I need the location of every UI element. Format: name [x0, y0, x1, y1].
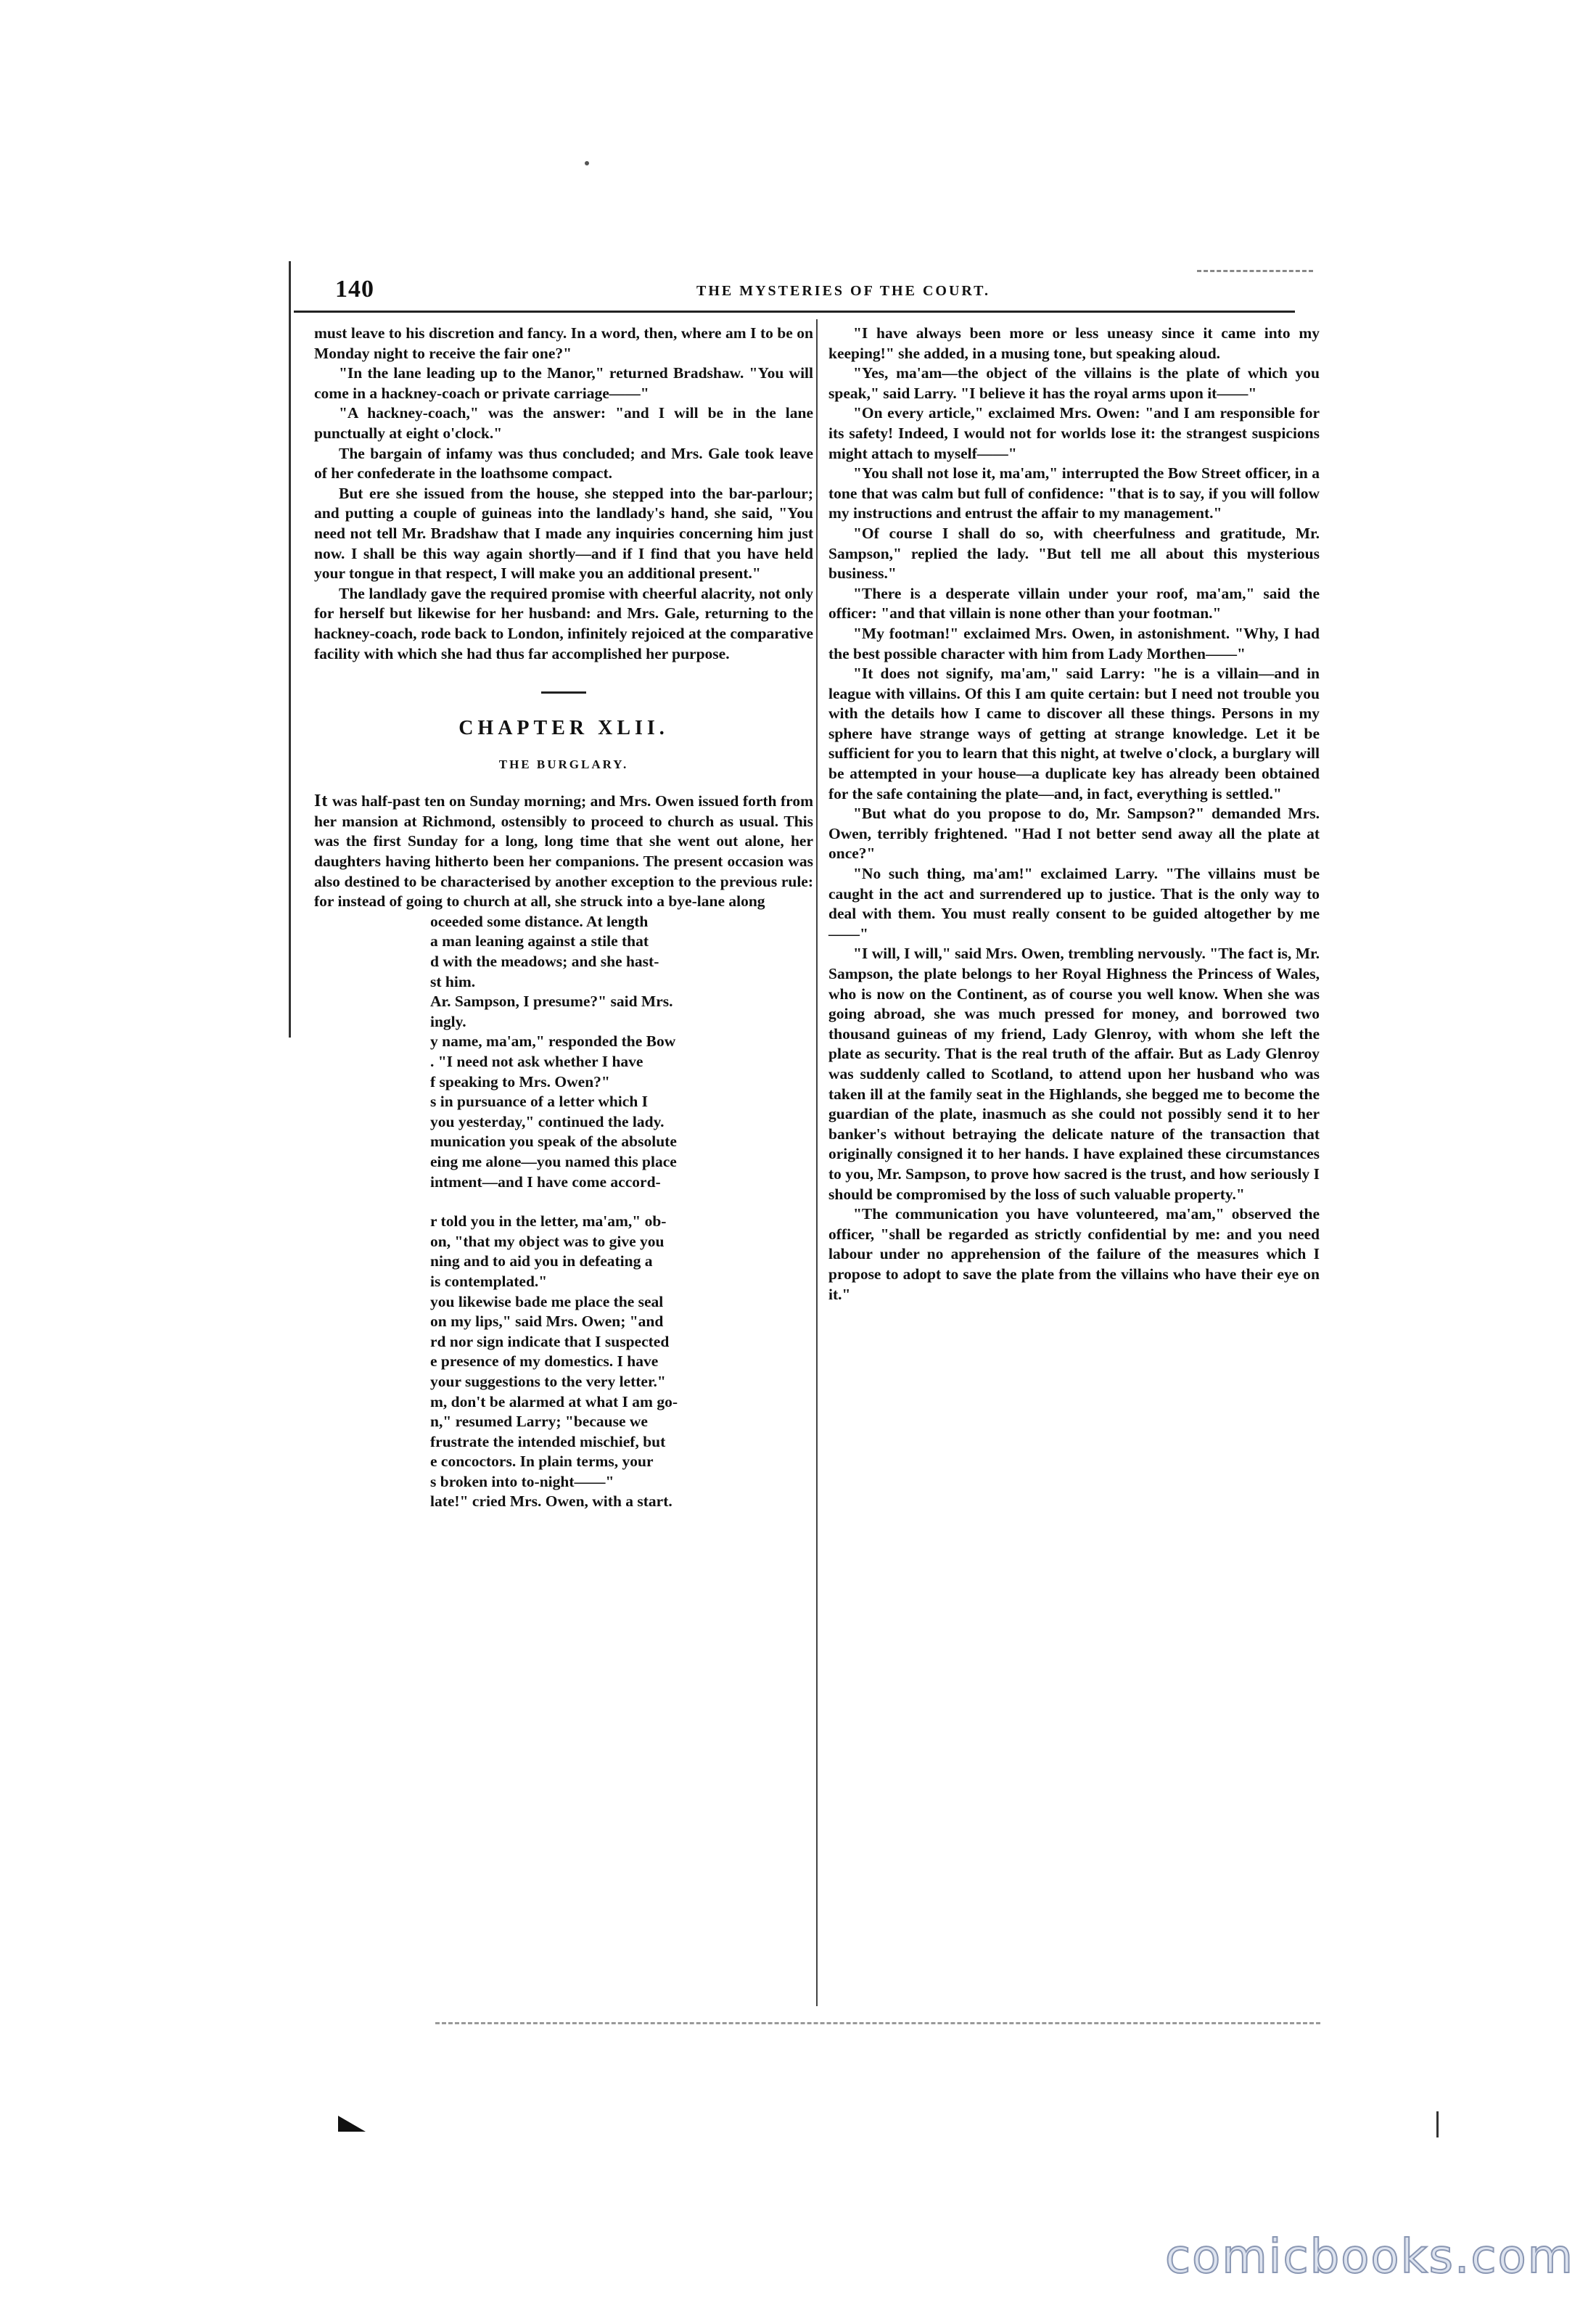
paragraph: "A hackney-coach," was the answer: "and I will be in the lane punctually at eight o'clock.": [314, 404, 813, 442]
paragraph: "You shall not lose it, ma'am," interrupted the Bow Street officer, in a tone that was calm but full of confidence: "that is to say, if you will follow my instructions and entrust the affair to my management.": [828, 464, 1320, 522]
torn-fragment-line: Ar. Sampson, I presume?" said Mrs.: [430, 993, 673, 1011]
paragraph: "Yes, ma'am—the object of the villains is the plate of which you speak," said Larry. "I believe it has the royal arms upon it——": [828, 364, 1320, 402]
margin-tick-mark: [1436, 2111, 1439, 2137]
torn-fragment-line: late!" cried Mrs. Owen, with a start.: [430, 1492, 672, 1511]
chapter-heading: CHAPTER XLII.: [458, 717, 669, 740]
torn-fragment-line: s broken into to-night——": [430, 1472, 614, 1490]
torn-fragment-line: rd nor sign indicate that I suspected: [430, 1332, 670, 1350]
torn-fragment-line: e presence of my domestics. I have: [430, 1352, 659, 1371]
footer-dash-rule: [435, 2022, 1320, 2026]
torn-fragment-line: on my lips," said Mrs. Owen; "and: [430, 1313, 664, 1331]
torn-fragment-line: r told you in the letter, ma'am," ob-: [430, 1212, 667, 1231]
torn-fragment-line: munication you speak of the absolute: [430, 1133, 677, 1151]
header-rule: [294, 311, 1295, 313]
torn-fragment-line: a man leaning against a stile that: [430, 932, 649, 950]
ink-speck: [585, 161, 589, 165]
drop-cap: It: [314, 792, 329, 811]
torn-fragment-line: is contemplated.": [430, 1272, 548, 1290]
torn-fragment-line: you yesterday," continued the lady.: [430, 1112, 665, 1130]
torn-fragment-line: d with the meadows; and she hast-: [430, 953, 659, 971]
torn-fragment-block: [430, 912, 813, 1512]
torn-fragment-line: oceeded some distance. At length: [430, 912, 649, 930]
paragraph: "In the lane leading up to the Manor," returned Bradshaw. "You will come in a hackney-coach or private carriage——": [314, 364, 813, 402]
paragraph: The bargain of infamy was thus concluded; and Mrs. Gale took leave of her confederate in the loathsome compact.: [314, 444, 813, 482]
torn-fragment-line: ingly.: [430, 1012, 466, 1030]
torn-fragment-line: you likewise bade me place the seal: [430, 1292, 664, 1310]
paragraph: But ere she issued from the house, she stepped into the bar-parlour; and putting a couple of guineas into the landlady's hand, she said, "You need not tell Mr. Bradshaw that I made any inquiries concerning him just now. I shall be this way again shortly—and if I find that you have held your tongue in that respect, I will make you an additional present.": [314, 484, 813, 583]
torn-fragment-line: intment—and I have come accord-: [430, 1172, 661, 1191]
paragraph: The landlady gave the required promise with cheerful alacrity, not only for herself but likewise for her husband: and Mrs. Gale, returning to the hackney-coach, rode back to London, infinitely rejoiced at the comparative facility with which she had thus far accomplished her purpose.: [314, 584, 813, 662]
torn-fragment-line: your suggestions to the very letter.": [430, 1372, 666, 1390]
paragraph: "I have always been more or less uneasy since it came into my keeping!" she added, in a musing tone, but speaking aloud.: [828, 324, 1320, 362]
page-edge-rule: [289, 261, 291, 1038]
torn-fragment-line: y name, ma'am," responded the Bow: [430, 1032, 676, 1051]
torn-fragment-line: eing me alone—you named this place: [430, 1152, 677, 1170]
page-header: [290, 270, 1306, 313]
paragraph: "I will, I will," said Mrs. Owen, trembling nervously. "The fact is, Mr. Sampson, the plate belongs to her Royal Highness the Princess of Wales, who is now on the Continent, as of course you well know. When she was going abroad, she was much pressed for money, and borrowed two thousand guineas of my friend, Lady Glenroy, with whom she left the plate as security. That is the real truth of the affair. But as Lady Glenroy was suddenly called to Scotland, to attend upon her husband who was taken ill at the family seat in the Highlands, she begged me to become the guardian of the plate, inasmuch as she could not possibly send it to her banker's without betraying the delicate nature of the transaction that originally consigned it to her hands. I have explained these circumstances to you, Mr. Sampson, to prove how sacred is the trust, and how seriously I should be compromised by the loss of such valuable property.": [828, 945, 1320, 1203]
torn-fragment-line: e concoctors. In plain terms, your: [430, 1453, 654, 1471]
chapter-divider: [541, 691, 586, 694]
chapter-subheading: THE BURGLARY.: [498, 757, 629, 771]
paragraph: "There is a desperate villain under your roof, ma'am," said the officer: "and that villain is none other than your footman.": [828, 584, 1320, 623]
torn-fragment-line: on, "that my object was to give you: [430, 1232, 665, 1250]
paragraph: "But what do you propose to do, Mr. Sampson?" demanded Mrs. Owen, terribly frightened. "Had I not better send away all the plate at once?": [828, 805, 1320, 863]
torn-fragment-line: f speaking to Mrs. Owen?": [430, 1072, 610, 1091]
chapter-opening-paragraph: [314, 792, 813, 912]
paragraph: "No such thing, ma'am!" exclaimed Larry. "The villains must be caught in the act and surrendered up to justice. That is the only way to deal with them. You must really consent to be guided altogether by me——": [828, 865, 1320, 942]
torn-fragment-line: s in pursuance of a letter which I: [430, 1093, 649, 1111]
column-separator: [816, 319, 818, 2006]
chapter-opening-text: was half-past ten on Sunday morning; and Mrs. Owen issued forth from her mansion at Richmond, ostensibly to proceed to church as usual. This was the first Sunday for a long, long time that she went out alone, her daughters having hitherto been her companions. The present occasion was also destined to be characterised by another exception to the previous rule: for instead of going to church at all, she struck into a bye-lane along: [314, 792, 813, 911]
torn-fragment-line: ning and to aid you in defeating a: [430, 1252, 653, 1270]
paragraph: "It does not signify, ma'am," said Larry: "he is a villain—and in league with villains. Of this I am quite certain: but I need not trouble you with the details how I came to discover all these things. Persons in my sphere have strange ways of getting at strange knowledge. Let it be sufficient for you to learn that this night, at twelve o'clock, a burglary will be attempted in your house—a duplicate key has already been obtained for the safe containing the plate—and, in fact, everything is settled.": [828, 665, 1320, 802]
torn-fragment-line: frustrate the intended mischief, but: [430, 1432, 666, 1450]
running-title: THE MYSTERIES OF THE COURT.: [696, 283, 990, 299]
torn-fragment-line: m, don't be alarmed at what I am go-: [430, 1392, 678, 1410]
paragraph: must leave to his discretion and fancy. In a word, then, where am I to be on Monday night to receive the fair one?": [314, 324, 813, 362]
left-column: [314, 324, 813, 1512]
watermark: comicbooks.com: [1164, 2230, 1574, 2284]
paragraph: "On every article," exclaimed Mrs. Owen: "and I am responsible for its safety! Indeed, I would not for worlds lose it: the strangest suspicions might attach to myself——": [828, 404, 1320, 462]
torn-fragment-line: n," resumed Larry; "because we: [430, 1413, 648, 1431]
arrow-icon: [338, 2116, 366, 2132]
right-column: [828, 324, 1320, 1305]
torn-fragment-line: st him.: [430, 972, 476, 990]
paragraph: "Of course I shall do so, with cheerfulness and gratitude, Mr. Sampson," replied the lady. "But tell me all about this mysterious business.": [828, 524, 1320, 583]
paragraph: "The communication you have volunteered, ma'am," observed the officer, "shall be regarded as strictly confidential by me: and you need labour under no apprehension of the failure of the measures which I propose to adopt to save the plate from the villains who have their eye on it.": [828, 1205, 1320, 1303]
page-number: 140: [335, 276, 374, 303]
paragraph: "My footman!" exclaimed Mrs. Owen, in astonishment. "Why, I had the best possible character with him from Lady Morthen——": [828, 624, 1320, 662]
torn-fragment-line: . "I need not ask whether I have: [430, 1053, 643, 1070]
